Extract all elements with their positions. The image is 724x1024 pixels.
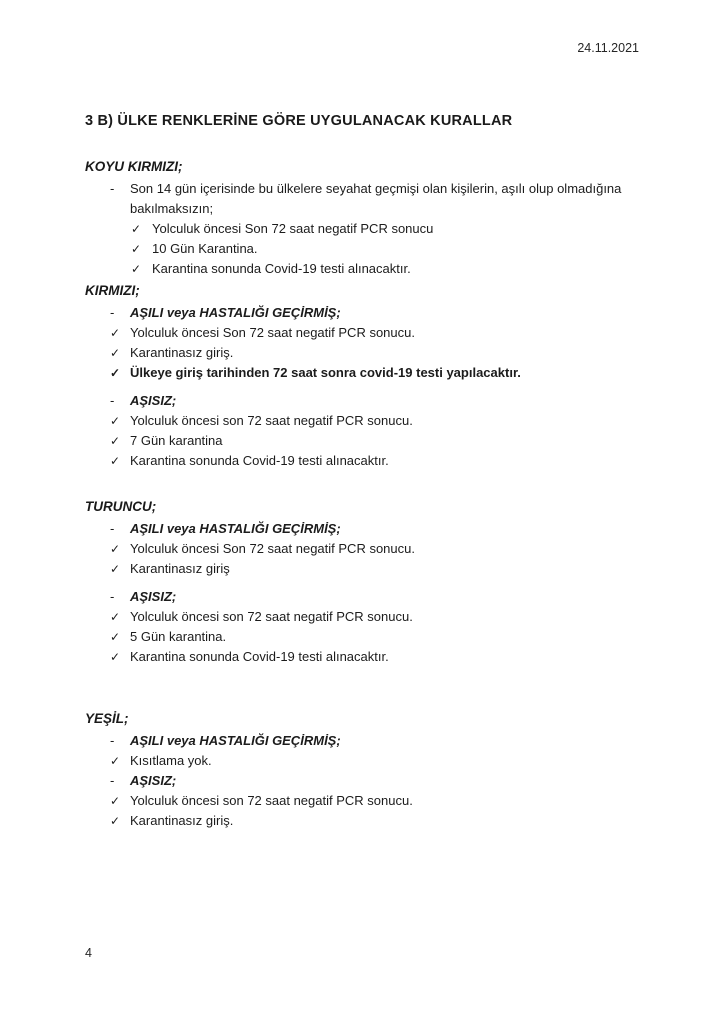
list-item-text: Yolculuk öncesi Son 72 saat negatif PCR sonucu. xyxy=(130,541,415,556)
list-item-subheading xyxy=(85,587,660,607)
check-icon: ✓ xyxy=(110,650,121,664)
dash-marker: - xyxy=(110,181,115,196)
list-item-check xyxy=(85,323,660,343)
list-item-subheading xyxy=(85,303,660,323)
check-icon: ✓ xyxy=(110,562,121,576)
section-turuncu xyxy=(85,497,660,667)
list-item-text: AŞILI veya HASTALIĞI GEÇİRMİŞ; xyxy=(130,305,341,320)
list-item-check xyxy=(85,539,660,559)
check-icon: ✓ xyxy=(110,610,121,624)
list-item-text: Karantinasız giriş. xyxy=(130,345,234,360)
list-item-text: Yolculuk öncesi son 72 saat negatif PCR sonucu. xyxy=(130,413,413,428)
list-item-check xyxy=(85,411,660,431)
check-icon: ✓ xyxy=(110,366,121,380)
document-body xyxy=(85,157,660,831)
check-icon: ✓ xyxy=(110,754,121,768)
list-item-text: Yolculuk öncesi Son 72 saat negatif PCR sonucu xyxy=(152,221,434,236)
dash-marker: - xyxy=(110,393,115,408)
list-item-check xyxy=(85,239,660,259)
section-koyu-kirmizi xyxy=(85,157,660,279)
check-icon: ✓ xyxy=(131,242,142,256)
dash-marker: - xyxy=(110,589,115,604)
list-item-text: Karantina sonunda Covid-19 testi alınacaktır. xyxy=(152,261,411,276)
list-item-check xyxy=(85,559,660,579)
check-icon: ✓ xyxy=(110,434,121,448)
list-item-text: Yolculuk öncesi Son 72 saat negatif PCR sonucu. xyxy=(130,325,415,340)
spacer xyxy=(85,383,660,391)
list-item-text: Yolculuk öncesi son 72 saat negatif PCR sonucu. xyxy=(130,793,413,808)
list-item-check xyxy=(85,451,660,471)
list-item-text: AŞILI veya HASTALIĞI GEÇİRMİŞ; xyxy=(130,733,341,748)
page-title: 3 B) ÜLKE RENKLERİNE GÖRE UYGULANACAK KURALLAR xyxy=(85,113,513,129)
document-date: 24.11.2021 xyxy=(577,41,639,55)
check-icon: ✓ xyxy=(110,814,121,828)
section-kirmizi xyxy=(85,281,660,471)
list-item-text: Karantina sonunda Covid-19 testi alınacaktır. xyxy=(130,649,389,664)
check-icon: ✓ xyxy=(110,326,121,340)
dash-marker: - xyxy=(110,773,115,788)
list-item-text: 7 Gün karantina xyxy=(130,433,223,448)
section-heading: KIRMIZI; xyxy=(85,283,140,298)
list-item-text: Yolculuk öncesi son 72 saat negatif PCR sonucu. xyxy=(130,609,413,624)
list-item-text: AŞILI veya HASTALIĞI GEÇİRMİŞ; xyxy=(130,521,341,536)
list-item-subheading xyxy=(85,731,660,751)
list-item-text: 10 Gün Karantina. xyxy=(152,241,258,256)
list-item-dash xyxy=(85,179,660,219)
list-item-subheading xyxy=(85,391,660,411)
list-item-check xyxy=(85,751,660,771)
list-item-text: AŞISIZ; xyxy=(130,773,177,788)
list-item-check xyxy=(85,343,660,363)
dash-marker: - xyxy=(110,733,115,748)
list-item-text: Son 14 gün içerisinde bu ülkelere seyahat geçmişi olan kişilerin, aşılı olup olmadığına bakılmaksızın; xyxy=(130,181,622,216)
list-item-check xyxy=(85,219,660,239)
section-yeşi-l xyxy=(85,709,660,831)
check-icon: ✓ xyxy=(110,542,121,556)
list-item-text: AŞISIZ; xyxy=(130,393,177,408)
section-heading: TURUNCU; xyxy=(85,499,157,514)
check-icon: ✓ xyxy=(131,222,142,236)
check-icon: ✓ xyxy=(131,262,142,276)
check-icon: ✓ xyxy=(110,630,121,644)
list-item-check xyxy=(85,791,660,811)
section-heading: KOYU KIRMIZI; xyxy=(85,159,183,174)
list-item-text: Karantina sonunda Covid-19 testi alınacaktır. xyxy=(130,453,389,468)
list-item-text: Kısıtlama yok. xyxy=(130,753,212,768)
list-item-subheading xyxy=(85,519,660,539)
list-item-check xyxy=(85,259,660,279)
list-item-check xyxy=(85,431,660,451)
list-item-text: Karantinasız giriş xyxy=(130,561,230,576)
section-heading: YEŞİL; xyxy=(85,711,129,726)
check-icon: ✓ xyxy=(110,794,121,808)
list-item-text: AŞISIZ; xyxy=(130,589,177,604)
dash-marker: - xyxy=(110,305,115,320)
list-item-check xyxy=(85,607,660,627)
list-item-text: Karantinasız giriş. xyxy=(130,813,234,828)
list-item-check xyxy=(85,363,660,383)
spacer xyxy=(85,579,660,587)
list-item-check xyxy=(85,647,660,667)
check-icon: ✓ xyxy=(110,346,121,360)
check-icon: ✓ xyxy=(110,454,121,468)
list-item-text: 5 Gün karantina. xyxy=(130,629,227,644)
check-icon: ✓ xyxy=(110,414,121,428)
list-item-text: Ülkeye giriş tarihinden 72 saat sonra covid-19 testi yapılacaktır. xyxy=(130,365,521,380)
dash-marker: - xyxy=(110,521,115,536)
list-item-check xyxy=(85,811,660,831)
list-item-check xyxy=(85,627,660,647)
page-number: 4 xyxy=(85,946,92,960)
list-item-subheading xyxy=(85,771,660,791)
